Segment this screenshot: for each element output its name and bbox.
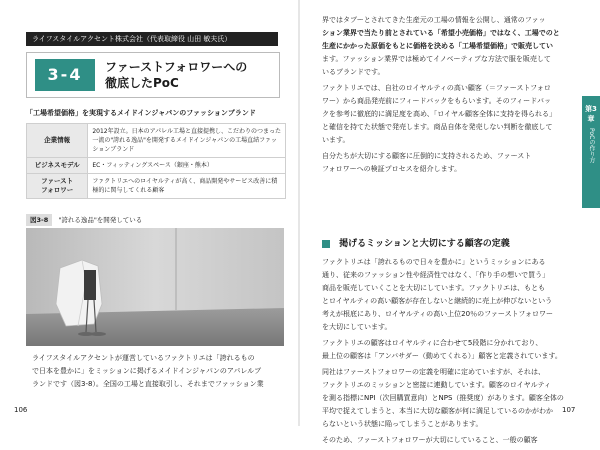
body-line: 通り、従来のファッション性や経済性ではなく、「作り手の想いで買う」: [322, 271, 550, 279]
company-bar: ライフスタイルアクセント株式会社（代表取締役 山田 敏夫氏）: [26, 32, 278, 46]
page-gutter: [298, 0, 300, 426]
table-caption: 「工場希望価格」を実現するメイドインジャパンのファッションブランド: [26, 109, 256, 117]
figure-number: 図3-8: [26, 214, 52, 226]
body-line: ファクトリエの顧客はロイヤルティに合わせて5段階に分かれており、: [322, 339, 543, 347]
cell-line: 2012年設立。日本のアパレル工場と直接提携し、こだわりのつまった: [92, 128, 281, 135]
row-header: [27, 174, 88, 199]
body-line: フォロワーへの検証プロセスを紹介します。: [322, 165, 462, 173]
paragraph: [322, 434, 574, 447]
body-line: そのため、ファーストフォロワーが大切にしていること、一般の顧客: [322, 436, 538, 444]
body-line: 最上位の顧客は「アンバサダー（動めてくれる）」顧客と定義されています。: [322, 352, 562, 360]
paragraph: [322, 366, 574, 431]
body-line: ランドです（図3-8）。全国の工場と直接取引し、それまでファッション業: [32, 380, 264, 388]
row-content: [88, 174, 286, 199]
table-row: [27, 124, 286, 158]
body-line: で日本を豊かに」をミッションに掲げるメイドインジャパンのアパレルブ: [32, 367, 262, 375]
body-line: ファクトリエでは、自社のロイヤルティの高い顧客（＝ファーストフォロ: [322, 84, 551, 92]
body-line: を測る指標にNPI（次回購買意向）とNPS（推奨度）があります。顧客全体の: [322, 394, 564, 402]
row-content: [88, 158, 286, 174]
body-line: ション業界で当たり前とされている「希望小売価格」ではなく、工場でのと: [322, 29, 560, 37]
body-line: 考えが根底にあり、ロイヤルティの高い上位20％のファーストフォロワー: [322, 310, 554, 318]
table-row: [27, 174, 286, 199]
table-row: [27, 158, 286, 174]
body-line: いるブランドです。: [322, 68, 385, 76]
row-header: ビジネスモデル: [27, 158, 88, 174]
cell-line: ファクトリエへのロイヤルティが高く、商品開発やサービス改善に積: [92, 178, 278, 185]
figure-caption: "誇れる逸品"を開発している: [58, 216, 143, 224]
body-line: います。: [322, 136, 350, 144]
title-line: 徹底したPoC: [105, 76, 179, 90]
row-header: 企業情報: [27, 124, 88, 158]
body-line: を大切にしています。: [322, 323, 392, 331]
body-line: ワー）から商品発売前にフィードバックをもらいます。そのフィードバッ: [322, 97, 552, 105]
title-line: ファーストフォロワーへの: [105, 60, 248, 74]
body-line: ます。ファッション業界では極めてイノベーティブな方法で服を販売して: [322, 55, 551, 63]
body-line: 平均で捉えてしまうと、本当に大切な顧客が何に満足しているのかがわか: [322, 407, 553, 415]
section-heading: [322, 236, 572, 252]
body-line: らないという状態に陥ってしまうことがあります。: [322, 420, 483, 428]
side-tab-number: 第3章: [585, 105, 597, 123]
body-line: 自分たちが大切にする顧客に圧倒的に支持されるため、ファースト: [322, 152, 532, 160]
section-heading-text: 掲げるミッションと大切にする顧客の定義: [339, 239, 510, 249]
page-number-right: 107: [562, 406, 576, 414]
section-title: [105, 59, 275, 91]
garment-photo: [26, 228, 284, 346]
section-title-box: [26, 52, 280, 98]
side-tab-title: PoCの作り方: [588, 128, 595, 164]
paragraph: [322, 256, 574, 334]
body-line: クを参考に徹底的に満足度を高め、「ロイヤル顧客全体に支持を得られる」: [322, 110, 556, 118]
right-top-text: [322, 14, 574, 179]
paragraph: [322, 337, 574, 363]
body-line: ライフスタイルアクセントが運営しているファクトリエは「誇れるもの: [32, 354, 255, 362]
body-line: とロイヤルティの高い顧客が存在しないと継続的に売上が伸びないという: [322, 297, 553, 305]
cell-line: 極的に関与してくれる顧客: [92, 187, 165, 194]
garment-photo-illustration: [26, 228, 284, 346]
cell-line: フォロワー: [41, 186, 74, 194]
paragraph: [322, 150, 574, 176]
body-line: ファクトリエは「誇れるもので日々を豊かに」というミッションにある: [322, 258, 546, 266]
chapter-side-tab: [582, 96, 600, 208]
body-line: 商品を販売していくことを大切にしています。ファクトリエは、もとも: [322, 284, 546, 292]
cell-line: EC・フィッティングスペース（銀座・熊本）: [92, 162, 213, 169]
left-body-text: [32, 352, 290, 391]
company-info-table: [26, 123, 286, 199]
body-line: と確信を持てた状態で発売します。商品自体を発売しない判断を徹底して: [322, 123, 553, 131]
section-number: 3-4: [35, 59, 95, 91]
row-content: [88, 124, 286, 158]
paragraph: [322, 14, 574, 79]
body-line: ファクトリエのミッションと密接に連動しています。顧客のロイヤルティ: [322, 381, 552, 389]
figure-label: [26, 214, 286, 226]
square-bullet-icon: [322, 240, 330, 248]
body-line: 生産にかかった原価をもとに価格を決める「工場希望価格」で販売してい: [322, 42, 553, 50]
cell-line: 一流の"誇れる逸品"を開発するメイドインジャパンの工場直結ファッ: [92, 137, 278, 144]
cell-line: ファースト: [41, 177, 74, 185]
right-mid-text: [322, 256, 574, 450]
body-line: 同社はファーストフォロワーの定義を明確に定めていますが、それは、: [322, 368, 545, 376]
cell-line: ションブランド: [92, 146, 135, 153]
page-number-left: 106: [14, 406, 28, 414]
body-line: 界ではタブーとされてきた生産元の工場の情報を公開し、通常のファッ: [322, 16, 546, 24]
paragraph: [322, 82, 574, 147]
